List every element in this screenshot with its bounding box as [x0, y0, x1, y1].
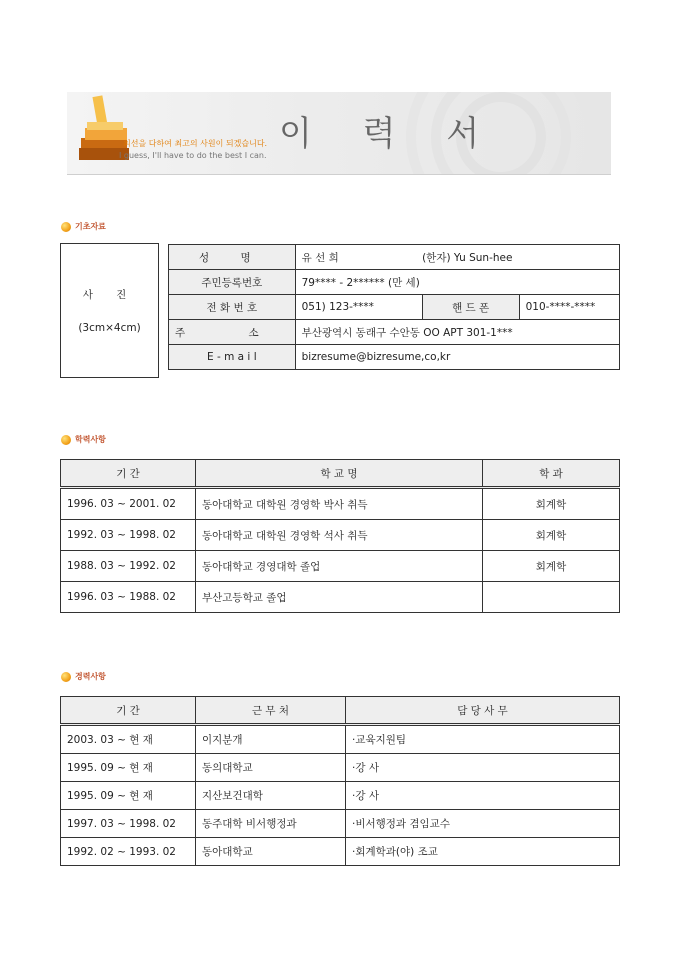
table-header-row	[61, 697, 620, 725]
career-table	[60, 696, 620, 866]
period-cell: 1997. 03 ~ 1998. 02	[61, 810, 196, 838]
name-cell	[295, 245, 619, 270]
address-value: 부산광역시 동래구 수안동 OO APT 301-1***	[295, 320, 619, 345]
table-row	[61, 551, 620, 582]
title-banner	[67, 92, 611, 175]
major-cell	[483, 582, 620, 613]
education-table	[60, 459, 620, 613]
major-cell: 회계학	[483, 551, 620, 582]
basic-info-table	[168, 244, 620, 370]
table-row	[61, 810, 620, 838]
section-heading-basic	[61, 221, 106, 232]
table-row	[61, 725, 620, 754]
table-header-row	[61, 460, 620, 488]
column-header: 학 과	[483, 460, 620, 488]
company-cell: 동의대학교	[196, 754, 346, 782]
bullet-icon	[61, 435, 71, 445]
period-cell: 2003. 03 ~ 현 재	[61, 725, 196, 754]
section-title: 기초자료	[75, 222, 106, 231]
column-header: 근 무 처	[196, 697, 346, 725]
column-header: 기 간	[61, 697, 196, 725]
company-cell: 동아대학교	[196, 838, 346, 866]
duty-cell: ·회계학과(야) 조교	[346, 838, 620, 866]
table-row	[61, 488, 620, 520]
bullet-icon	[61, 222, 71, 232]
duty-cell: ·강 사	[346, 782, 620, 810]
period-cell: 1995. 09 ~ 현 재	[61, 754, 196, 782]
bullet-icon	[61, 672, 71, 682]
books-icon	[77, 94, 137, 172]
table-row	[61, 520, 620, 551]
email-label: E - m a i l	[169, 345, 296, 370]
table-row	[169, 295, 620, 320]
slogan-english: I guess, I'll have to do the best I can.	[119, 151, 267, 160]
column-header: 기 간	[61, 460, 196, 488]
school-cell: 동아대학교 대학원 경영학 석사 취득	[196, 520, 483, 551]
section-title: 경력사항	[75, 672, 106, 681]
major-cell: 회계학	[483, 520, 620, 551]
column-header: 담 당 사 무	[346, 697, 620, 725]
name-value: 유 선 희	[301, 251, 339, 264]
page-title: 이 력 서	[279, 114, 500, 154]
duty-cell: ·비서행정과 겸임교수	[346, 810, 620, 838]
school-cell: 동아대학교 대학원 경영학 박사 취득	[196, 488, 483, 520]
mobile-value: 010-****-****	[519, 295, 619, 320]
period-cell: 1996. 03 ~ 1988. 02	[61, 582, 196, 613]
duty-cell: ·교육지원팀	[346, 725, 620, 754]
table-row	[169, 320, 620, 345]
email-value: bizresume@bizresume,co,kr	[295, 345, 619, 370]
slogan-korean: 최선을 다하여 최고의 사원이 되겠습니다.	[123, 139, 268, 148]
column-header: 학 교 명	[196, 460, 483, 488]
table-row	[61, 754, 620, 782]
mobile-label: 핸 드 폰	[422, 295, 519, 320]
table-row	[169, 245, 620, 270]
id-value: 79**** - 2****** (만 세)	[295, 270, 619, 295]
id-label: 주민등록번호	[169, 270, 296, 295]
major-cell: 회계학	[483, 488, 620, 520]
name-hanja: (한자) Yu Sun-hee	[422, 251, 513, 264]
table-row	[61, 838, 620, 866]
phone-label: 전 화 번 호	[169, 295, 296, 320]
company-cell: 이지분개	[196, 725, 346, 754]
table-row	[61, 782, 620, 810]
table-row	[169, 270, 620, 295]
photo-size: (3cm×4cm)	[78, 322, 141, 334]
table-row	[61, 582, 620, 613]
section-title: 학력사항	[75, 435, 106, 444]
company-cell: 동주대학 비서행정과	[196, 810, 346, 838]
photo-label: 사 진	[82, 289, 137, 301]
company-cell: 지산보건대학	[196, 782, 346, 810]
period-cell: 1992. 03 ~ 1998. 02	[61, 520, 196, 551]
period-cell: 1995. 09 ~ 현 재	[61, 782, 196, 810]
name-label: 성 명	[169, 245, 296, 270]
section-heading-education	[61, 434, 106, 445]
section-heading-career	[61, 671, 106, 682]
address-label: 주 소	[169, 320, 296, 345]
period-cell: 1992. 02 ~ 1993. 02	[61, 838, 196, 866]
table-row	[169, 345, 620, 370]
school-cell: 동아대학교 경영대학 졸업	[196, 551, 483, 582]
school-cell: 부산고등학교 졸업	[196, 582, 483, 613]
duty-cell: ·강 사	[346, 754, 620, 782]
photo-box	[60, 243, 159, 378]
period-cell: 1996. 03 ~ 2001. 02	[61, 488, 196, 520]
phone-value: 051) 123-****	[295, 295, 422, 320]
period-cell: 1988. 03 ~ 1992. 02	[61, 551, 196, 582]
